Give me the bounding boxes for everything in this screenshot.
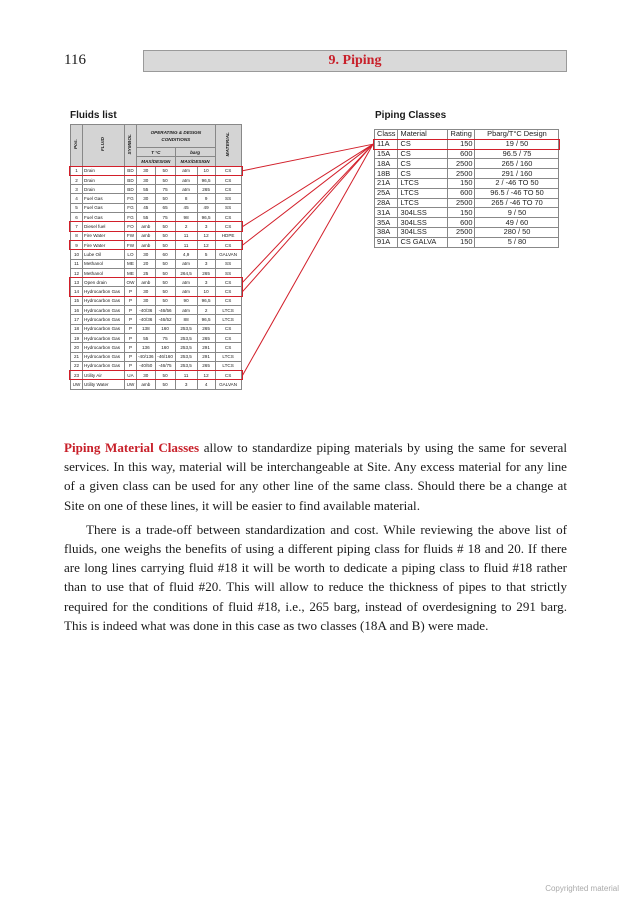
fluid-cell: 11 xyxy=(175,371,197,380)
highlight-box-fluid xyxy=(69,277,243,297)
fluid-cell: P xyxy=(125,333,137,342)
piping-cell: LTCS xyxy=(398,178,448,188)
fluid-cell: CS xyxy=(215,213,241,222)
fluid-cell: 50 xyxy=(155,296,175,305)
piping-cell: CS xyxy=(398,169,448,179)
piping-header-design: Pbarg/T°C Design xyxy=(475,130,559,140)
keyword-piping-material-classes: Piping Material Classes xyxy=(64,440,200,455)
highlight-box-fluid xyxy=(69,240,243,250)
chapter-title: 9. Piping xyxy=(143,50,567,72)
fluid-cell: -46/160 xyxy=(155,352,175,361)
piping-classes-title: Piping Classes xyxy=(375,110,447,121)
fluid-cell: amb xyxy=(137,222,156,231)
fluid-cell: CS xyxy=(215,371,241,380)
fluid-cell: Drain xyxy=(83,185,125,194)
operating-design-header: OPERATING & DESIGN CONDITIONS xyxy=(137,125,216,148)
fluid-cell: 96,5 xyxy=(197,213,215,222)
fluid-cell: 13 xyxy=(71,278,83,287)
piping-cell: 25A xyxy=(375,188,398,198)
fluid-cell: 3 xyxy=(197,222,215,231)
fluid-cell: CS xyxy=(215,185,241,194)
piping-cell: 11A xyxy=(375,139,398,149)
piping-cell: 2 / -46 TO 50 xyxy=(475,178,559,188)
piping-cell: 91A xyxy=(375,237,398,247)
fluid-cell: Hydrocarbon Gas xyxy=(83,352,125,361)
fluid-cell: 15 xyxy=(71,296,83,305)
fluid-cell: GALVAN xyxy=(215,380,241,389)
fluid-cell: 265 xyxy=(197,361,215,370)
max-design-p-header: MAX/DESIGN xyxy=(175,157,215,166)
fluid-cell: 12 xyxy=(197,371,215,380)
fluid-cell: 265 xyxy=(197,324,215,333)
fluid-cell: CS xyxy=(215,166,241,175)
fluid-cell: 5 xyxy=(197,250,215,259)
col-material-header: MATERIAL xyxy=(215,125,241,167)
piping-cell: LTCS xyxy=(398,188,448,198)
connector-line xyxy=(243,144,373,282)
fluid-cell: 50 xyxy=(155,175,175,184)
piping-cell: 265 / -46 TO 70 xyxy=(475,198,559,208)
fluid-cell: 253,5 xyxy=(175,352,197,361)
piping-cell: 150 xyxy=(448,139,475,149)
fluid-cell: 17 xyxy=(71,315,83,324)
piping-cell: CS xyxy=(398,139,448,149)
fluid-cell: Open drain xyxy=(83,278,125,287)
fluid-cell: 55 xyxy=(137,213,156,222)
fluid-cell: 19 xyxy=(71,333,83,342)
piping-cell: 21A xyxy=(375,178,398,188)
fluid-cell: 25 xyxy=(137,268,156,277)
fluid-cell: 8 xyxy=(71,231,83,240)
fluid-cell: 8 xyxy=(175,194,197,203)
fluid-cell: 50 xyxy=(155,222,175,231)
fluid-cell: FO xyxy=(125,222,137,231)
connector-line xyxy=(243,144,373,245)
fluid-cell: 30 xyxy=(137,287,156,296)
fluid-cell: P xyxy=(125,343,137,352)
fluid-cell: 30 xyxy=(137,371,156,380)
fluid-cell: atm xyxy=(175,306,197,315)
fluid-cell: Hydrocarbon Gas xyxy=(83,361,125,370)
fluid-cell: BD xyxy=(125,185,137,194)
fluid-cell: 4,9 xyxy=(175,250,197,259)
fluid-cell: 3 xyxy=(197,259,215,268)
fluid-cell: 138 xyxy=(137,324,156,333)
fluid-cell: 50 xyxy=(155,380,175,389)
piping-cell: 150 xyxy=(448,178,475,188)
fluid-cell: 60 xyxy=(155,250,175,259)
fluid-cell: LO xyxy=(125,250,137,259)
fluid-cell: 20 xyxy=(137,259,156,268)
piping-cell: 2500 xyxy=(448,227,475,237)
fluid-cell: P xyxy=(125,306,137,315)
fluid-cell: 20 xyxy=(71,343,83,352)
piping-cell: LTCS xyxy=(398,198,448,208)
fluid-cell: 160 xyxy=(155,324,175,333)
fluid-cell: 253,5 xyxy=(175,361,197,370)
fluid-cell: P xyxy=(125,315,137,324)
fluid-cell: FG xyxy=(125,213,137,222)
fluid-cell: Fire Water xyxy=(83,240,125,249)
fluid-cell: -46/75 xyxy=(155,361,175,370)
fluid-cell: BD xyxy=(125,175,137,184)
fluid-cell: 2 xyxy=(175,222,197,231)
piping-cell: 2500 xyxy=(448,169,475,179)
fluid-cell: 96,5 xyxy=(197,296,215,305)
fluid-cell: 291 xyxy=(197,343,215,352)
fluid-cell: 16 xyxy=(71,306,83,315)
fluid-cell: FG xyxy=(125,194,137,203)
fluid-cell: CS xyxy=(215,175,241,184)
fluid-cell: 21 xyxy=(71,352,83,361)
body-text xyxy=(64,438,567,635)
fluid-cell: 12 xyxy=(71,268,83,277)
fluid-cell: LTCS xyxy=(215,306,241,315)
fluid-cell: LTCS xyxy=(215,352,241,361)
fluid-cell: 23 xyxy=(71,371,83,380)
fluid-cell: FG xyxy=(125,203,137,212)
piping-cell: 2500 xyxy=(448,159,475,169)
piping-cell: 19 / 50 xyxy=(475,139,559,149)
fluid-cell: atm xyxy=(175,259,197,268)
piping-header-material: Material xyxy=(398,130,448,140)
fluid-cell: BD xyxy=(125,166,137,175)
piping-header-class: Class xyxy=(375,130,398,140)
fluid-cell: SS xyxy=(215,268,241,277)
fluid-cell: P xyxy=(125,324,137,333)
fluid-cell: P xyxy=(125,287,137,296)
fluid-cell: 30 xyxy=(137,296,156,305)
piping-cell: 2500 xyxy=(448,198,475,208)
fluid-cell: amb xyxy=(137,380,156,389)
paragraph-1: Piping Material Classes allow to standardize piping materials by using the same for several services. In this way, material will be interchangeable at Site. Any excess material for any line of a given class can be used for any other line of the same class. Should there be a change at Site on one of these lines, it will be easier to find available material. xyxy=(64,440,567,513)
fluid-cell: SS xyxy=(215,194,241,203)
fluid-cell: 50 xyxy=(155,166,175,175)
fluid-cell: GALVAN xyxy=(215,250,241,259)
fluid-cell: 45 xyxy=(175,203,197,212)
fluid-cell: Diesel fuel xyxy=(83,222,125,231)
fluid-cell: 160 xyxy=(155,343,175,352)
fluid-cell: atm xyxy=(175,287,197,296)
fluid-cell: 30 xyxy=(137,175,156,184)
fluid-cell: 98 xyxy=(175,213,197,222)
fluid-cell: Fuel Gas xyxy=(83,203,125,212)
piping-cell: 600 xyxy=(448,149,475,159)
fluid-cell: UW xyxy=(71,380,83,389)
piping-cell: 600 xyxy=(448,188,475,198)
connector-line xyxy=(243,144,373,375)
fluid-cell: 12 xyxy=(197,231,215,240)
fluid-cell: 50 xyxy=(155,287,175,296)
fluid-cell: 50 xyxy=(155,194,175,203)
fluid-cell: 96,5 xyxy=(197,175,215,184)
fluid-cell: 265 xyxy=(197,185,215,194)
fluid-cell: 4 xyxy=(197,380,215,389)
piping-cell: 18A xyxy=(375,159,398,169)
fluid-cell: -46/52 xyxy=(155,315,175,324)
temperature-unit-header: T °C xyxy=(137,148,176,157)
fluid-cell: Drain xyxy=(83,166,125,175)
fluid-cell: 75 xyxy=(155,333,175,342)
fluid-cell: 18 xyxy=(71,324,83,333)
fluids-list-title: Fluids list xyxy=(70,110,117,121)
fluid-cell: 9 xyxy=(197,194,215,203)
fluid-cell: -40/136 xyxy=(137,352,156,361)
highlight-box-fluid xyxy=(69,221,243,231)
fluid-cell: CS xyxy=(215,343,241,352)
fluid-cell: CS xyxy=(215,278,241,287)
fluid-cell: UA xyxy=(125,371,137,380)
fluid-cell: UW xyxy=(125,380,137,389)
fluid-cell: atm xyxy=(175,185,197,194)
piping-header-rating: Rating xyxy=(448,130,475,140)
fluid-cell: Hydrocarbon Gas xyxy=(83,343,125,352)
fluid-cell: FW xyxy=(125,231,137,240)
piping-cell: CS xyxy=(398,149,448,159)
fluid-cell: CS xyxy=(215,296,241,305)
fluid-cell: Fuel Gas xyxy=(83,213,125,222)
fluid-cell: 50 xyxy=(155,231,175,240)
fluid-cell: Drain xyxy=(83,175,125,184)
fluid-cell: 50 xyxy=(155,259,175,268)
fluid-cell: 11 xyxy=(175,240,197,249)
fluid-cell: 65 xyxy=(155,203,175,212)
col-symbol-header: SYMBOL xyxy=(125,125,137,167)
fluid-cell: CS xyxy=(215,324,241,333)
fluid-cell: OW xyxy=(125,278,137,287)
fluid-cell: 6 xyxy=(71,213,83,222)
piping-cell: 150 xyxy=(448,208,475,218)
connector-line xyxy=(243,144,373,226)
fluid-cell: 253,5 xyxy=(175,324,197,333)
piping-cell: 600 xyxy=(448,218,475,228)
fluid-cell: 4 xyxy=(71,194,83,203)
fluid-cell: LTCS xyxy=(215,315,241,324)
fluid-cell: atm xyxy=(175,175,197,184)
fluid-cell: 50 xyxy=(155,268,175,277)
fluid-cell: -46/56 xyxy=(155,306,175,315)
fluid-cell: 55 xyxy=(137,185,156,194)
fluid-cell: 3 xyxy=(71,185,83,194)
fluid-cell: ME xyxy=(125,259,137,268)
fluid-cell: Lube Oil xyxy=(83,250,125,259)
fluid-cell: Hydrocarbon Gas xyxy=(83,324,125,333)
piping-cell: 304LSS xyxy=(398,227,448,237)
fluid-cell: 75 xyxy=(155,185,175,194)
fluid-cell: 45 xyxy=(137,203,156,212)
fluid-cell: 264,5 xyxy=(175,268,197,277)
max-design-t-header: MAX/DESIGN xyxy=(137,157,176,166)
piping-cell: CS GALVA xyxy=(398,237,448,247)
fluid-cell: 12 xyxy=(197,240,215,249)
fluid-cell: -40/36 xyxy=(137,306,156,315)
fluid-cell: 10 xyxy=(197,166,215,175)
highlight-box-11a xyxy=(373,139,560,150)
fluid-cell: Fire Water xyxy=(83,231,125,240)
fluid-cell: Methanol xyxy=(83,268,125,277)
fluid-cell: 50 xyxy=(155,240,175,249)
fluid-cell: -40/50 xyxy=(137,361,156,370)
fluid-cell: 30 xyxy=(137,166,156,175)
fluid-cell: 55 xyxy=(137,333,156,342)
piping-cell: 5 / 80 xyxy=(475,237,559,247)
fluid-cell: atm xyxy=(175,166,197,175)
fluid-cell: 14 xyxy=(71,287,83,296)
fluid-cell: Hydrocarbon Gas xyxy=(83,296,125,305)
fluid-cell: 50 xyxy=(155,278,175,287)
fluid-cell: 11 xyxy=(175,231,197,240)
fluid-cell: 2 xyxy=(71,175,83,184)
fluid-cell: CS xyxy=(215,222,241,231)
fluid-cell: HDPE xyxy=(215,231,241,240)
fluid-cell: Methanol xyxy=(83,259,125,268)
fluid-cell: 10 xyxy=(71,250,83,259)
piping-cell: 18B xyxy=(375,169,398,179)
fluid-cell: 88 xyxy=(175,315,197,324)
fluid-cell: 3 xyxy=(175,380,197,389)
fluid-cell: CS xyxy=(215,287,241,296)
page-number: 116 xyxy=(64,52,86,68)
fluid-cell: 90 xyxy=(175,296,197,305)
piping-cell: 49 / 60 xyxy=(475,218,559,228)
piping-cell: 15A xyxy=(375,149,398,159)
piping-cell: 31A xyxy=(375,208,398,218)
piping-cell: 38A xyxy=(375,227,398,237)
fluid-cell: 75 xyxy=(155,213,175,222)
piping-cell: 280 / 50 xyxy=(475,227,559,237)
fluid-cell: 1 xyxy=(71,166,83,175)
fluid-cell: 3 xyxy=(197,278,215,287)
copyright-watermark: Copyrighted material xyxy=(545,884,619,893)
fluid-cell: 9 xyxy=(71,240,83,249)
fluid-cell: 50 xyxy=(155,371,175,380)
fluid-cell: amb xyxy=(137,231,156,240)
fluid-cell: 22 xyxy=(71,361,83,370)
fluid-cell: Hydrocarbon Gas xyxy=(83,306,125,315)
piping-cell: 96.5 / -46 TO 50 xyxy=(475,188,559,198)
fluid-cell: P xyxy=(125,361,137,370)
paragraph-2: There is a trade-off between standardization and cost. While reviewing the above list of fluids, one weighs the benefits of using a different piping class for fluids # 18 and 20. If there are long lines carrying fluid #18 it will be worth to dedicate a piping class to fluid #18 rather than to use that of fluid #20. This will allow to reduce the thickness of pipes to that strictly required for the conditions of fluid #18, i.e., 265 barg, instead of overdesigning to 291 barg. This is indeed what was done in this case as two classes (18A and B) were made. xyxy=(64,521,567,633)
col-pos-header: Pos. xyxy=(71,125,83,167)
fluid-cell: amb xyxy=(137,240,156,249)
piping-cell: 150 xyxy=(448,237,475,247)
fluid-cell: P xyxy=(125,352,137,361)
fluid-cell: 291 xyxy=(197,352,215,361)
fluid-cell: 2 xyxy=(197,306,215,315)
piping-cell: 304LSS xyxy=(398,218,448,228)
fluid-cell: 49 xyxy=(197,203,215,212)
fluid-cell: Utility Air xyxy=(83,371,125,380)
fluid-cell: atm xyxy=(175,278,197,287)
piping-cell: 35A xyxy=(375,218,398,228)
fluid-cell: Hydrocarbon Gas xyxy=(83,287,125,296)
piping-cell: 96.5 / 75 xyxy=(475,149,559,159)
fluid-cell: 253,5 xyxy=(175,333,197,342)
fluid-cell: 136 xyxy=(137,343,156,352)
fluid-cell: Fuel Gas xyxy=(83,194,125,203)
fluid-cell: 5 xyxy=(71,203,83,212)
piping-cell: 265 / 160 xyxy=(475,159,559,169)
fluid-cell: CS xyxy=(215,333,241,342)
fluid-cell: 253,5 xyxy=(175,343,197,352)
pressure-unit-header: barg xyxy=(175,148,215,157)
fluid-cell: -40/36 xyxy=(137,315,156,324)
piping-cell: 9 / 50 xyxy=(475,208,559,218)
fluid-cell: 7 xyxy=(71,222,83,231)
piping-cell: CS xyxy=(398,159,448,169)
fluid-cell: 265 xyxy=(197,333,215,342)
fluid-cell: 10 xyxy=(197,287,215,296)
fluid-cell: ME xyxy=(125,268,137,277)
piping-cell: 28A xyxy=(375,198,398,208)
fluid-cell: SS xyxy=(215,203,241,212)
fluid-cell: 96,5 xyxy=(197,315,215,324)
piping-cell: 304LSS xyxy=(398,208,448,218)
fluid-cell: 30 xyxy=(137,194,156,203)
fluid-cell: 265 xyxy=(197,268,215,277)
fluid-cell: 11 xyxy=(71,259,83,268)
fluid-cell: amb xyxy=(137,278,156,287)
highlight-box-fluid xyxy=(69,370,243,380)
fluid-cell: FW xyxy=(125,240,137,249)
fluid-cell: Hydrocarbon Gas xyxy=(83,333,125,342)
fluid-cell: SS xyxy=(215,259,241,268)
highlight-box-fluid xyxy=(69,166,243,176)
col-fluid-header: FLUID xyxy=(83,125,125,167)
fluid-cell: P xyxy=(125,296,137,305)
fluid-cell: Utility Water xyxy=(83,380,125,389)
fluid-cell: Hydrocarbon Gas xyxy=(83,315,125,324)
piping-cell: 291 / 160 xyxy=(475,169,559,179)
fluid-cell: LTCS xyxy=(215,361,241,370)
fluid-cell: CS xyxy=(215,240,241,249)
fluid-cell: 30 xyxy=(137,250,156,259)
